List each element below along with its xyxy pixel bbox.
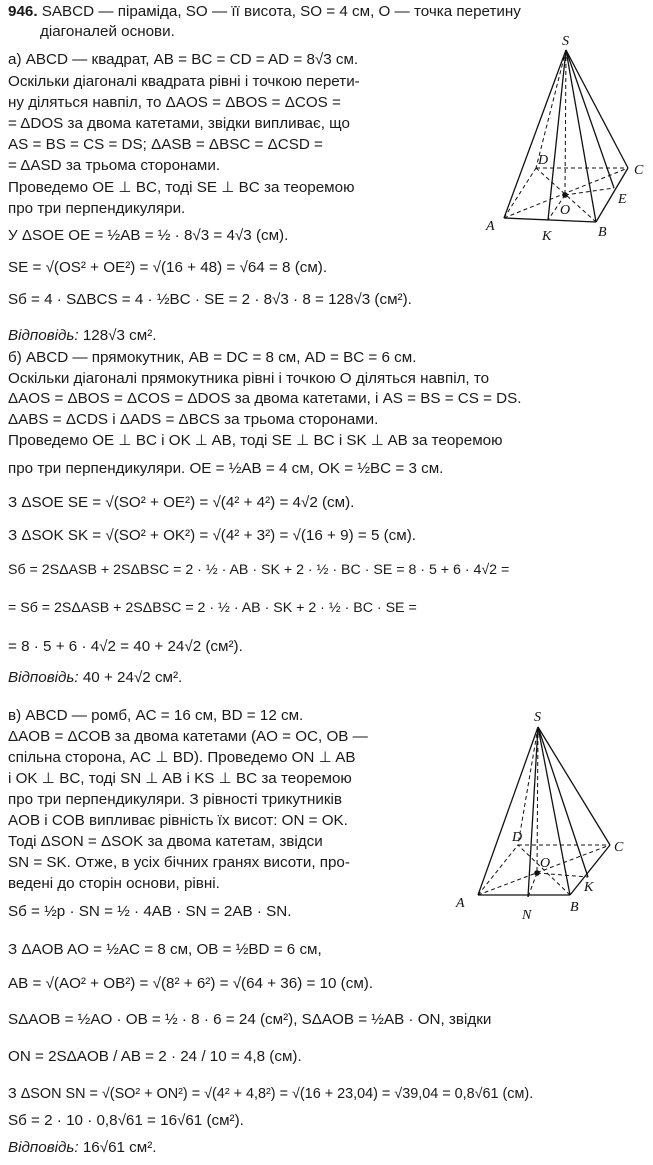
part-c-formula: Sб = ½p · SN = ½ · 4AB · SN = 2AB · SN. bbox=[8, 903, 292, 920]
point-O bbox=[562, 192, 568, 198]
label-S: S bbox=[534, 710, 541, 725]
label-O: O bbox=[560, 203, 571, 218]
label-C: C bbox=[634, 163, 644, 178]
part-c-line: AOB і COB випливає рівність їх висот: ON = OK. bbox=[8, 812, 348, 829]
edge-SE bbox=[566, 50, 614, 188]
answer-label: Відповідь: bbox=[8, 1139, 79, 1156]
part-c-line: і OK ⊥ BC, тоді SN ⊥ AB і KS ⊥ BC за теоремою bbox=[8, 770, 352, 787]
part-c-formula: ON = 2SΔAOB / AB = 2 · 24 / 10 = 4,8 (см). bbox=[8, 1048, 302, 1065]
part-a-line: про три перпендикуляри. bbox=[8, 200, 186, 217]
problem-statement-text-1: SABCD — піраміда, SO — її висота, SO = 4 см, O — точка перетину bbox=[41, 3, 521, 20]
part-b-formula: З ΔSOE SE = √(SO² + OE²) = √(4² + 4²) = 4√2 (см). bbox=[8, 494, 355, 511]
label-A: A bbox=[456, 896, 465, 911]
problem-statement-line-2: діагоналей основи. bbox=[40, 23, 175, 40]
label-K: K bbox=[542, 229, 552, 244]
edge-SK bbox=[538, 727, 588, 877]
part-b-line: ΔABS = ΔCDS і ΔADS = ΔBCS за трьома сторонами. bbox=[8, 411, 379, 428]
label-D: D bbox=[512, 830, 523, 845]
part-c-line: спільна сторона, AC ⊥ BD). Проведемо ON ⊥ AB bbox=[8, 749, 356, 766]
problem-number: 946. bbox=[8, 3, 38, 20]
part-b-formula: = 8 · 5 + 6 · 4√2 = 40 + 24√2 (см²). bbox=[8, 638, 243, 655]
part-a-formula: У ΔSOE OE = ½AB = ½ · 8√3 = 4√3 (см). bbox=[8, 227, 289, 244]
label-N: N bbox=[522, 908, 532, 923]
part-c-line: про три перпендикуляри. З рівності трикутників bbox=[8, 791, 342, 808]
part-c-formula: AB = √(AO² + OB²) = √(8² + 6²) = √(64 + 36) = 10 (см). bbox=[8, 975, 374, 992]
label-A: A bbox=[486, 219, 495, 234]
part-b-formula: про три перпендикуляри. OE = ½AB = 4 см, OK = ½BC = 3 см. bbox=[8, 460, 444, 477]
part-a-line: AS = BS = CS = DS; ΔASB = ΔBSC = ΔCSD = bbox=[8, 136, 323, 153]
label-B: B bbox=[598, 225, 607, 240]
answer-value: 40 + 24√2 см². bbox=[82, 669, 183, 686]
segment-OK bbox=[537, 873, 588, 877]
part-a-answer bbox=[8, 326, 157, 346]
part-c-line: ΔAOB = ΔCOB за двома катетами (AO = OC, OB — bbox=[8, 728, 368, 745]
answer-value: 128√3 см². bbox=[82, 327, 157, 344]
part-a-line: а) ABCD — квадрат, AB = BC = CD = AD = 8√3 см. bbox=[8, 51, 359, 68]
label-O: O bbox=[540, 856, 551, 871]
part-c-formula: З ΔSON SN = √(SO² + ON²) = √(4² + 4,8²) = √(16 + 23,04) = √39,04 = 0,8√61 (см). bbox=[8, 1086, 534, 1102]
height-SO bbox=[565, 50, 566, 195]
part-a-line: = ΔDOS за двома катетами, звідки випливає, що bbox=[8, 115, 350, 132]
segment-OE bbox=[565, 188, 614, 195]
edge-SD-hidden bbox=[536, 50, 566, 168]
part-b-line: б) ABCD — прямокутник, AB = DC = 8 см, AD = BC = 6 см. bbox=[8, 349, 417, 366]
part-c-line: в) ABCD — ромб, AC = 16 см, BD = 12 см. bbox=[8, 707, 304, 724]
part-c-line: Тоді ΔSON = ΔSOK за двома катетам, звідси bbox=[8, 833, 323, 850]
answer-label: Відповідь: bbox=[8, 669, 79, 686]
part-a-line: = ΔASD за трьома сторонами. bbox=[8, 157, 221, 174]
label-S: S bbox=[562, 34, 569, 49]
pyramid-figure-1 bbox=[478, 30, 648, 250]
edge-SC bbox=[566, 50, 628, 168]
part-b-answer bbox=[8, 668, 182, 688]
label-K: K bbox=[584, 880, 594, 895]
point-O bbox=[534, 870, 540, 876]
label-E: E bbox=[618, 192, 627, 207]
label-D: D bbox=[538, 153, 549, 168]
part-b-formula: З ΔSOK SK = √(SO² + OK²) = √(4² + 3²) = √(16 + 9) = 5 (см). bbox=[8, 527, 416, 544]
label-B: B bbox=[570, 900, 579, 915]
part-a-formula: SE = √(OS² + OE²) = √(16 + 48) = √64 = 8 (см). bbox=[8, 259, 328, 276]
part-b-formula: Sб = 2SΔASB + 2SΔBSC = 2 · ½ · AB · SK + 2 · ½ · BC · SE = 8 · 5 + 6 · 4√2 = bbox=[8, 562, 510, 578]
part-b-line: Оскільки діагоналі прямокутника рівні і точкою O діляться навпіл, то bbox=[8, 370, 490, 387]
part-a-line: Проведемо OE ⊥ BC, тоді SE ⊥ BC за теоремою bbox=[8, 179, 355, 196]
part-c-line: SN = SK. Отже, в усіх бічних гранях висоти, про- bbox=[8, 854, 350, 871]
edge-SB bbox=[566, 50, 596, 222]
part-b-line: ΔAOS = ΔBOS = ΔCOS = ΔDOS за двома катетами, і AS = BS = CS = DS. bbox=[8, 390, 522, 407]
part-c-line: ведені до сторін основи, рівні. bbox=[8, 875, 220, 892]
part-b-line: Проведемо OE ⊥ BC і OK ⊥ AB, тоді SE ⊥ BC і SK ⊥ AB за теоремою bbox=[8, 432, 503, 449]
problem-statement-line-1 bbox=[8, 2, 521, 22]
part-a-line: Оскільки діагоналі квадрата рівні і точкою перети- bbox=[8, 73, 360, 90]
label-C: C bbox=[614, 840, 624, 855]
pyramid-figure-2 bbox=[452, 705, 632, 925]
part-c-formula: SΔAOB = ½AO · OB = ½ · 8 · 6 = 24 (см²), SΔAOB = ½AB · ON, звідки bbox=[8, 1011, 492, 1028]
answer-value: 16√61 см². bbox=[82, 1139, 157, 1156]
part-c-formula: Sб = 2 · 10 · 0,8√61 = 16√61 (см²). bbox=[8, 1112, 244, 1129]
part-a-line: ну діляться навпіл, то ΔAOS = ΔBOS = ΔCOS = bbox=[8, 94, 341, 111]
part-b-formula: = Sб = 2SΔASB + 2SΔBSC = 2 · ½ · AB · SK + 2 · ½ · BC · SE = bbox=[8, 600, 417, 616]
answer-label: Відповідь: bbox=[8, 327, 79, 344]
edge-AB bbox=[504, 218, 596, 222]
part-a-formula: Sб = 4 · SΔBCS = 4 · ½BC · SE = 2 · 8√3 · 8 = 128√3 (см²). bbox=[8, 291, 412, 308]
part-c-formula: З ΔAOB AO = ½AC = 8 см, OB = ½BD = 6 см, bbox=[8, 941, 322, 958]
part-c-answer bbox=[8, 1138, 157, 1158]
